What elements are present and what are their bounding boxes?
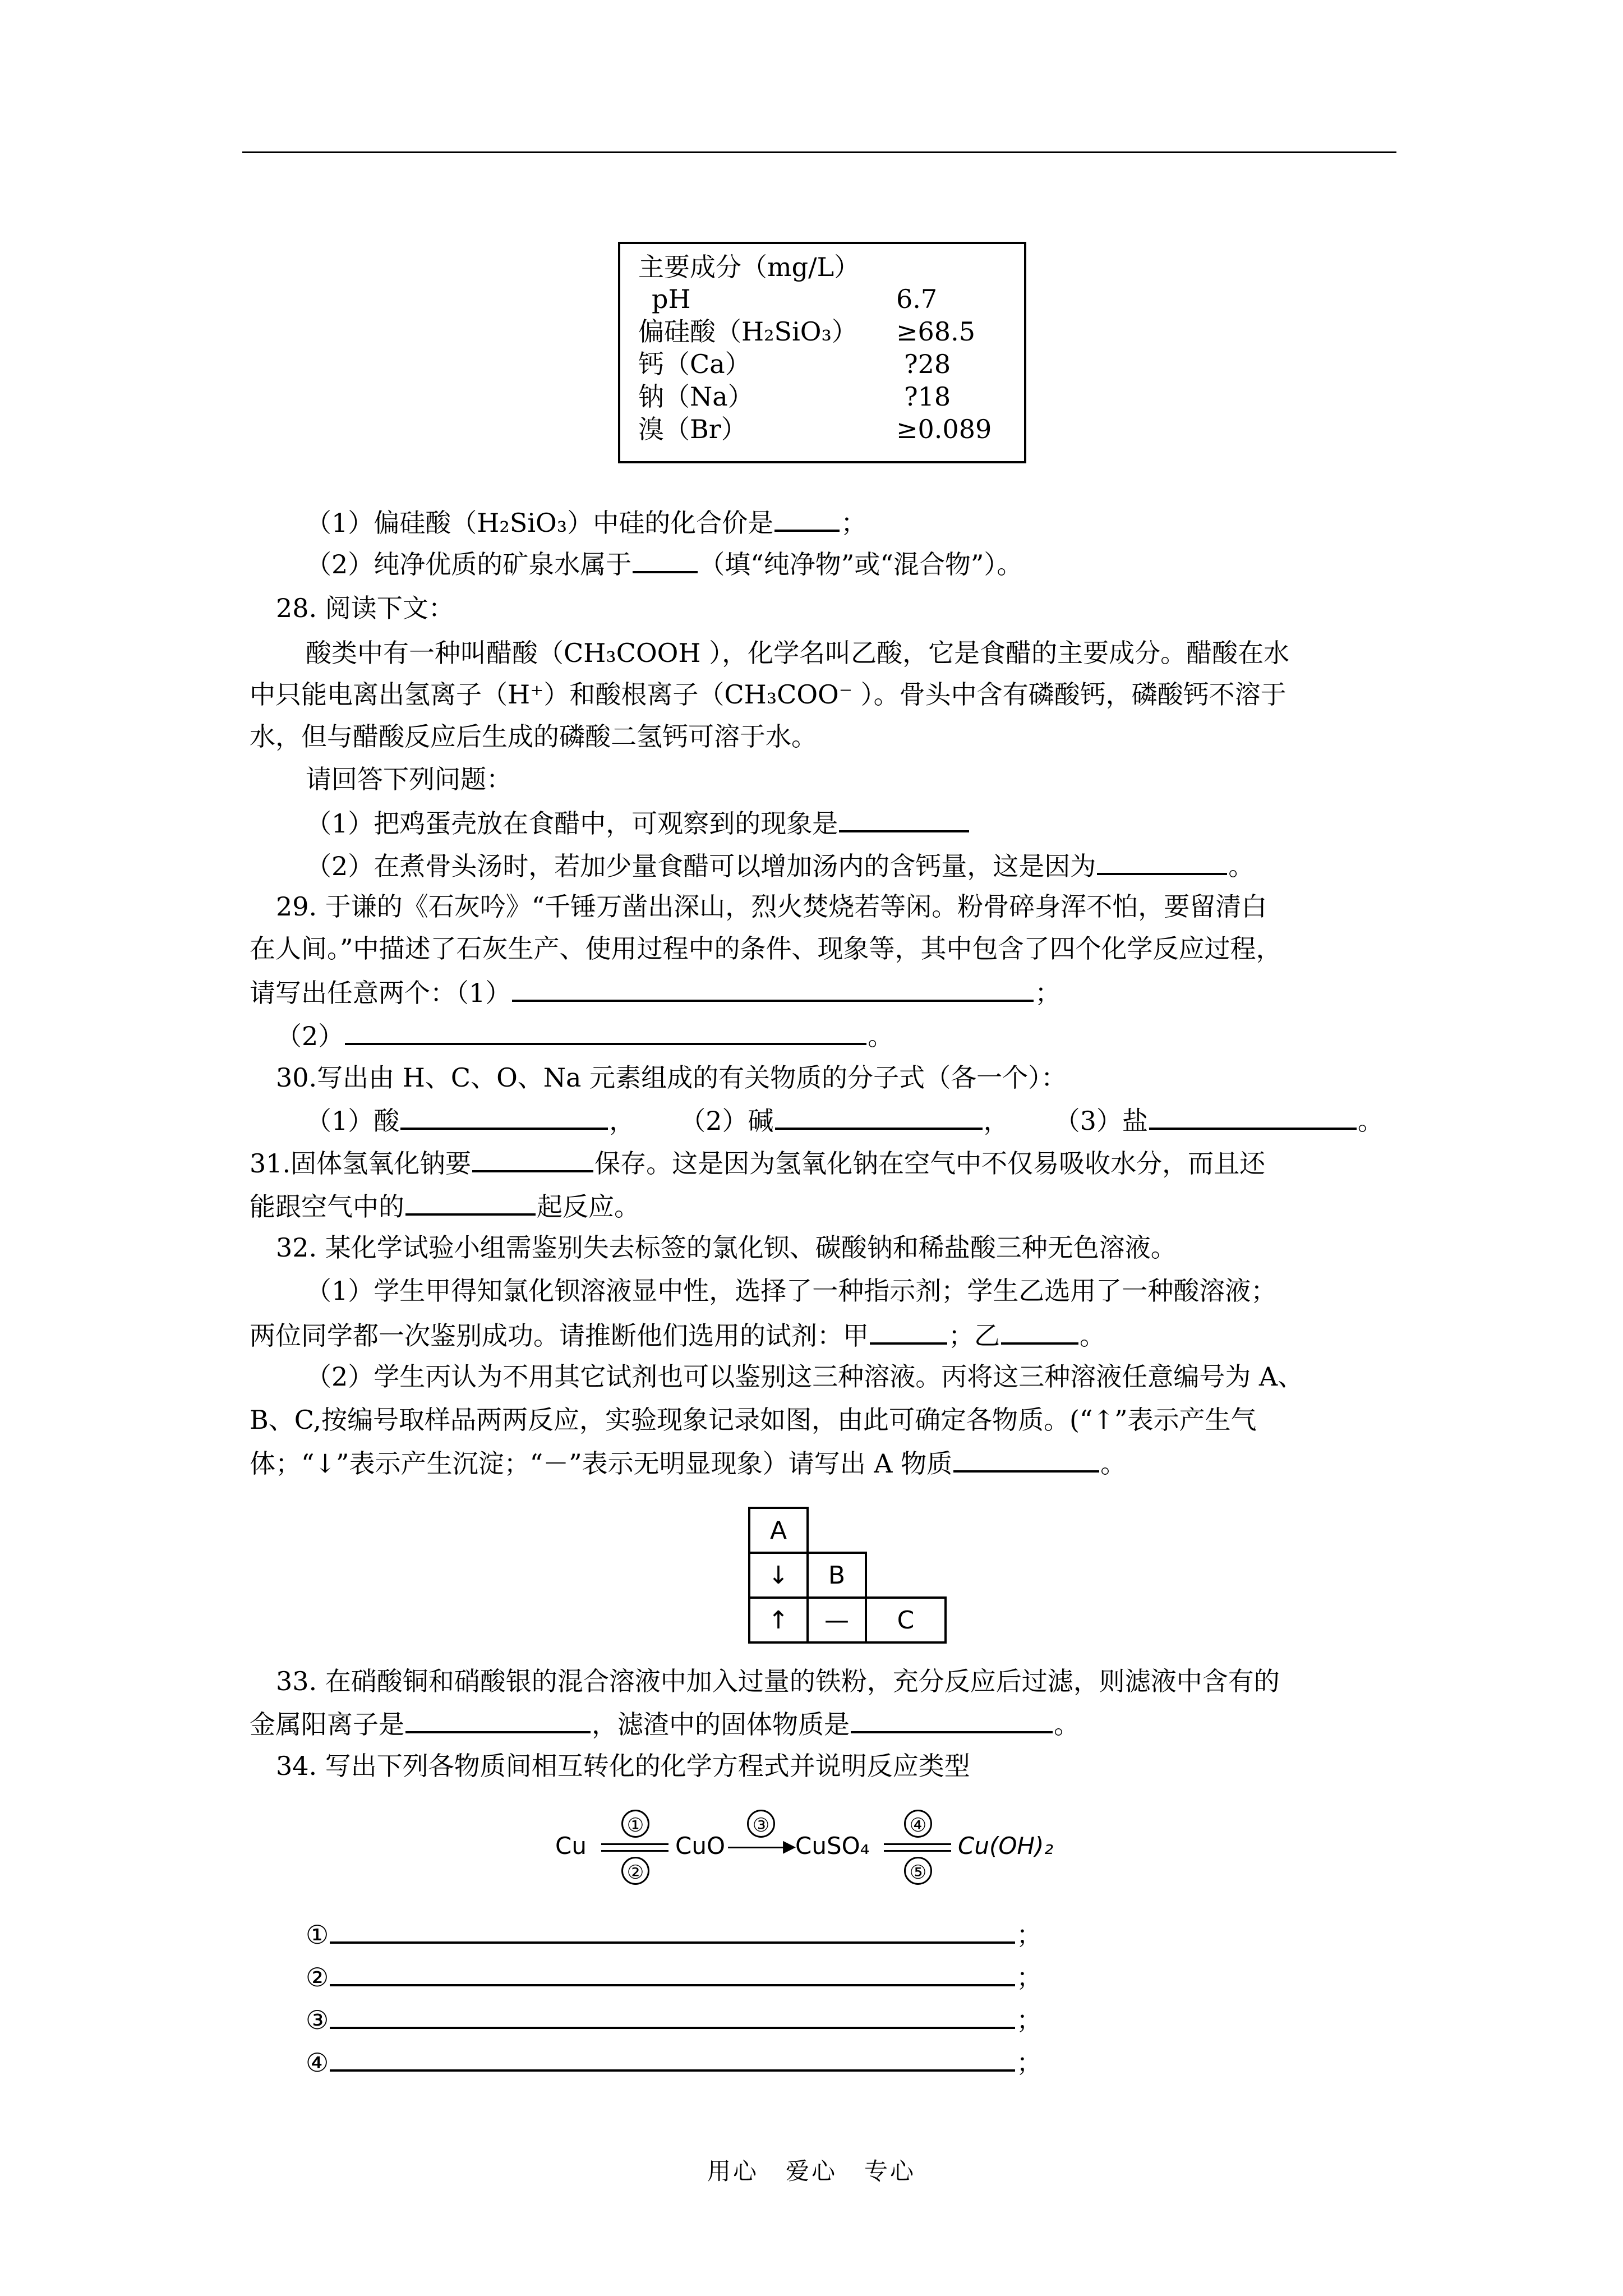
q33-line: 33. 在硝酸铜和硝酸银的混合溶液中加入过量的铁粉，充分反应后过滤，则滤液中含有的	[276, 1666, 1280, 1696]
answer-blank[interactable]	[953, 1444, 1099, 1473]
composition-row-name: 钠（Na）	[638, 381, 754, 412]
composition-heading: 主要成分（mg/L）	[638, 252, 860, 282]
scheme-step-5: ⑤	[904, 1857, 932, 1885]
composition-row-value: ?28	[904, 349, 951, 379]
q29-line: 在人间。”中描述了石灰生产、使用过程中的条件、现象等，其中包含了四个化学反应过程，	[250, 933, 1282, 964]
q33-line: 金属阳离子是 ，滤渣中的固体物质是 。	[250, 1705, 1080, 1742]
q28-title: 28. 阅读下文：	[276, 593, 454, 623]
answer-blank[interactable]	[774, 504, 840, 532]
answer-blank[interactable]	[633, 545, 698, 573]
grid-cell-b: B	[806, 1552, 867, 1599]
answer-blank[interactable]	[330, 1916, 1015, 1944]
answer-blank[interactable]	[330, 2001, 1015, 2029]
q28-paragraph: 酸类中有一种叫醋酸（CH₃COOH ），化学名叫乙酸，它是食醋的主要成分。醋酸在水	[306, 638, 1290, 668]
q30-answers: （1）酸 ， （2）碱 ， （3）盐 。	[306, 1102, 1384, 1138]
header-rule	[242, 151, 1396, 153]
answer-blank[interactable]	[870, 1317, 947, 1345]
answer-blank[interactable]	[512, 974, 1034, 1002]
answer-blank[interactable]	[330, 2044, 1015, 2072]
q28-part1: （1）把鸡蛋壳放在食醋中，可观察到的现象是	[306, 804, 970, 841]
q34-line: 34. 写出下列各物质间相互转化的化学方程式并说明反应类型	[276, 1751, 970, 1781]
grid-cell-c: C	[865, 1596, 947, 1644]
q34-answer-line: ② ；	[306, 1958, 1042, 1995]
scheme-arrow	[728, 1847, 790, 1848]
composition-row-name: 偏硅酸（H₂SiO₃）	[638, 316, 857, 347]
answer-blank[interactable]	[400, 1102, 608, 1130]
answer-blank[interactable]	[839, 804, 969, 832]
answer-blank[interactable]	[1149, 1102, 1357, 1130]
q32-line: 两位同学都一次鉴别成功。请推断他们选用的试剂：甲 ；乙 。	[250, 1317, 1105, 1353]
answer-blank[interactable]	[851, 1705, 1053, 1733]
scheme-cu: Cu	[555, 1832, 587, 1860]
scheme-step-2: ②	[621, 1857, 649, 1885]
q29-line: 请写出任意两个：（1） ；	[250, 974, 1061, 1010]
grid-cell-gas: ↑	[748, 1596, 809, 1644]
scheme-cuoh2: Cu(OH)₂	[958, 1832, 1054, 1860]
scheme-cuso4: CuSO₄	[795, 1832, 870, 1860]
q32-line: B、C,按编号取样品两两反应，实验现象记录如图，由此可确定各物质。(“↑”表示产生气	[250, 1405, 1257, 1435]
grid-cell-precipitate: ↓	[748, 1552, 809, 1599]
composition-row-value: ≥0.089	[896, 414, 992, 444]
answer-blank[interactable]	[775, 1102, 983, 1130]
composition-row-name: pH	[652, 284, 691, 314]
scheme-arrow	[884, 1850, 951, 1852]
q34-answer-line: ③ ；	[306, 2001, 1042, 2037]
answer-blank[interactable]	[472, 1144, 593, 1172]
scheme-step-4: ④	[904, 1810, 932, 1838]
scheme-arrow	[601, 1843, 668, 1845]
q32-line: （2）学生丙认为不用其它试剂也可以鉴别这三种溶液。丙将这三种溶液任意编号为 A、	[306, 1361, 1304, 1392]
q31-line: 能跟空气中的 起反应。	[250, 1188, 640, 1224]
q27-part2: （2）纯净优质的矿泉水属于 （填“纯净物”或“混合物”）。	[306, 545, 1022, 582]
answer-blank[interactable]	[1097, 847, 1227, 875]
answer-blank[interactable]	[1001, 1317, 1078, 1345]
composition-row-value: ?18	[904, 381, 951, 412]
q32-line: （1）学生甲得知氯化钡溶液显中性，选择了一种指示剂；学生乙选用了一种酸溶液；	[306, 1276, 1277, 1306]
q32-line: 体；“↓”表示产生沉淀；“－”表示无明显现象）请写出 A 物质 。	[250, 1444, 1126, 1481]
scheme-cuo: CuO	[675, 1832, 726, 1860]
scheme-step-3: ③	[747, 1810, 775, 1838]
grid-cell-a: A	[748, 1507, 809, 1554]
answer-blank[interactable]	[330, 1958, 1015, 1986]
composition-row-name: 溴（Br）	[638, 414, 747, 444]
q34-answer-line: ④ ；	[306, 2044, 1042, 2080]
q27-part1: （1）偏硅酸（H₂SiO₃）中硅的化合价是 ；	[306, 504, 866, 540]
scheme-step-1: ①	[621, 1810, 649, 1838]
scheme-arrow	[601, 1850, 668, 1852]
composition-row-value: 6.7	[896, 284, 938, 314]
q34-answer-line: ① ；	[306, 1916, 1042, 1952]
scheme-arrow	[884, 1843, 951, 1845]
grid-cell-no-change: —	[806, 1596, 867, 1644]
composition-row-value: ≥68.5	[896, 316, 975, 347]
reaction-scheme: Cu ① ② CuO ③ ▶ CuSO₄ ④ ⑤ Cu(OH)₂	[550, 1812, 1088, 1890]
q28-ask: 请回答下列问题：	[306, 764, 512, 794]
page-footer: 用心 爱心 专心	[707, 2157, 916, 2185]
answer-blank[interactable]	[405, 1188, 536, 1216]
q28-paragraph: 水，但与醋酸反应后生成的磷酸二氢钙可溶于水。	[250, 721, 817, 752]
q28-paragraph: 中只能电离出氢离子（H⁺）和酸根离子（CH₃COO⁻ ）。骨头中含有磷酸钙，磷酸钙不溶于	[250, 679, 1287, 710]
q28-part2: （2）在煮骨头汤时，若加少量食醋可以增加汤内的含钙量，这是因为 。	[306, 847, 1254, 884]
answer-blank[interactable]	[345, 1017, 866, 1045]
answer-blank[interactable]	[405, 1705, 591, 1733]
q30-line: 30.写出由 H、C、O、Na 元素组成的有关物质的分子式（各一个）：	[276, 1062, 1067, 1093]
q29-line: （2） 。	[276, 1017, 893, 1053]
q29-line: 29. 于谦的《石灰吟》“千锤万凿出深山，烈火焚烧若等闲。粉骨碎身浑不怕，要留清白	[276, 891, 1267, 922]
q32-line: 32. 某化学试验小组需鉴别失去标签的氯化钡、碳酸钠和稀盐酸三种无色溶液。	[276, 1232, 1177, 1263]
composition-row-name: 钙（Ca）	[638, 349, 751, 379]
q31-line: 31.固体氢氧化钠要 保存。这是因为氢氧化钠在空气中不仅易吸收水分，而且还	[250, 1144, 1265, 1181]
